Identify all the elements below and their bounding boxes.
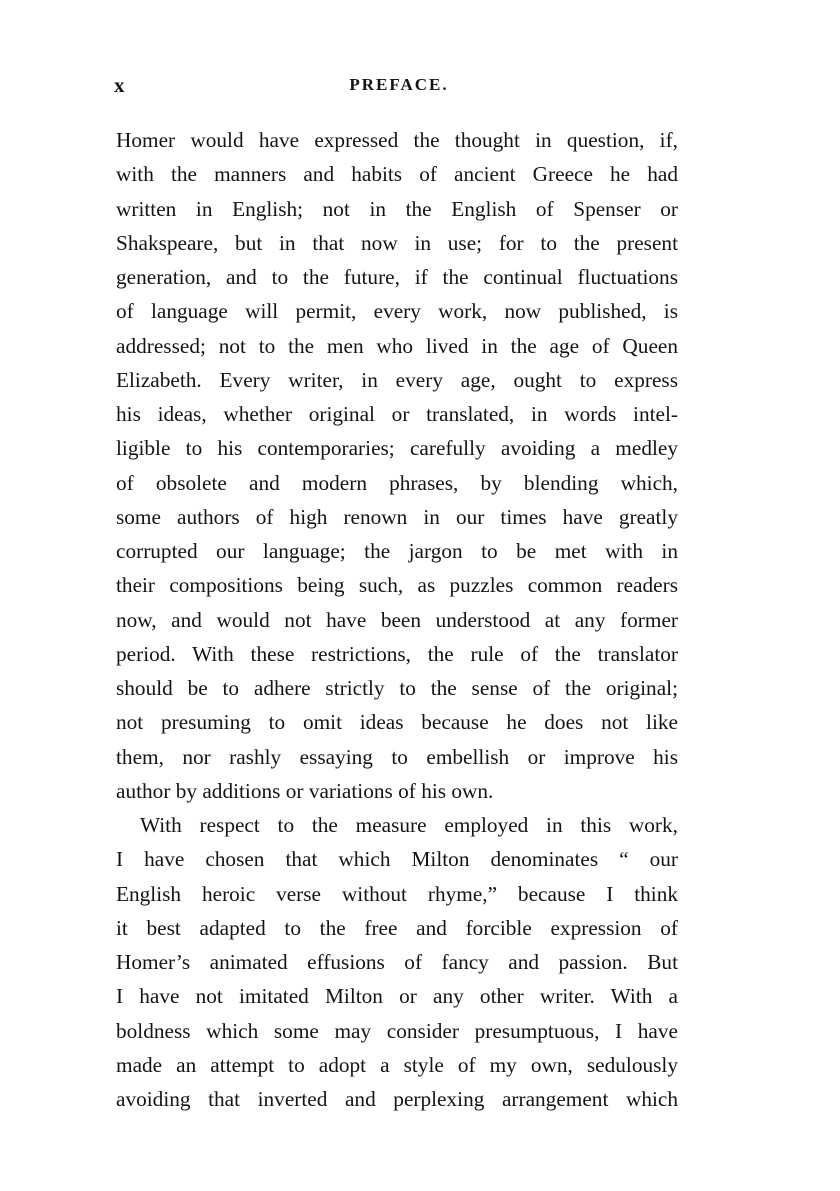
- paragraph-last-line: author by additions or variations of his own.: [116, 778, 494, 803]
- text-line: their compositions being such, as puzzles common readers: [116, 573, 678, 598]
- text-line: period. With these restrictions, the rule of the translator: [116, 641, 678, 666]
- text-line: Shakspeare, but in that now in use; for to the present: [116, 230, 678, 255]
- text-line: corrupted our language; the jargon to be met with in: [116, 539, 678, 563]
- text-line: avoiding that inverted and perplexing arrangement which: [116, 1087, 678, 1111]
- text-line: it best adapted to the free and forcible expression of: [116, 915, 678, 940]
- text-line: I have not imitated Milton or any other writer. With a: [116, 984, 678, 1009]
- running-head: PREFACE.: [349, 75, 449, 94]
- text-line: boldness which some may consider presumptuous, I have: [116, 1018, 678, 1043]
- text-line: them, nor rashly essaying to embellish or improve his: [116, 744, 678, 769]
- text-line: with the manners and habits of ancient Greece he had: [116, 162, 678, 187]
- text-line: his ideas, whether original or translated, in words intel-: [116, 402, 678, 426]
- text-line: Elizabeth. Every writer, in every age, ought to express: [116, 367, 678, 392]
- text-line: Homer would have expressed the thought in question, if,: [116, 128, 678, 152]
- text-line: now, and would not have been understood at any former: [116, 607, 678, 632]
- text-line: of language will permit, every work, now published, is: [116, 299, 678, 324]
- text-line: should be to adhere strictly to the sense of the original;: [116, 676, 678, 700]
- page-header: [112, 73, 680, 103]
- text-line: not presuming to omit ideas because he does not like: [116, 710, 678, 735]
- text-line: of obsolete and modern phrases, by blending which,: [116, 470, 678, 495]
- text-line: ligible to his contemporaries; carefully avoiding a medley: [116, 436, 678, 461]
- text-line: Homer’s animated effusions of fancy and passion. But: [116, 950, 678, 974]
- text-line: generation, and to the future, if the continual fluctuations: [116, 265, 678, 289]
- text-line: I have chosen that which Milton denominates “ our: [116, 847, 678, 872]
- body-text: [116, 123, 678, 1116]
- text-line: written in English; not in the English of Spenser or: [116, 196, 678, 221]
- text-line: made an attempt to adopt a style of my own, sedulously: [116, 1052, 678, 1077]
- text-line: some authors of high renown in our times have greatly: [116, 504, 678, 529]
- paragraph-first-line: With respect to the measure employed in this work,: [140, 813, 678, 837]
- text-line: English heroic verse without rhyme,” because I think: [116, 881, 678, 906]
- page-number: x: [114, 73, 126, 97]
- text-line: addressed; not to the men who lived in the age of Queen: [116, 333, 678, 358]
